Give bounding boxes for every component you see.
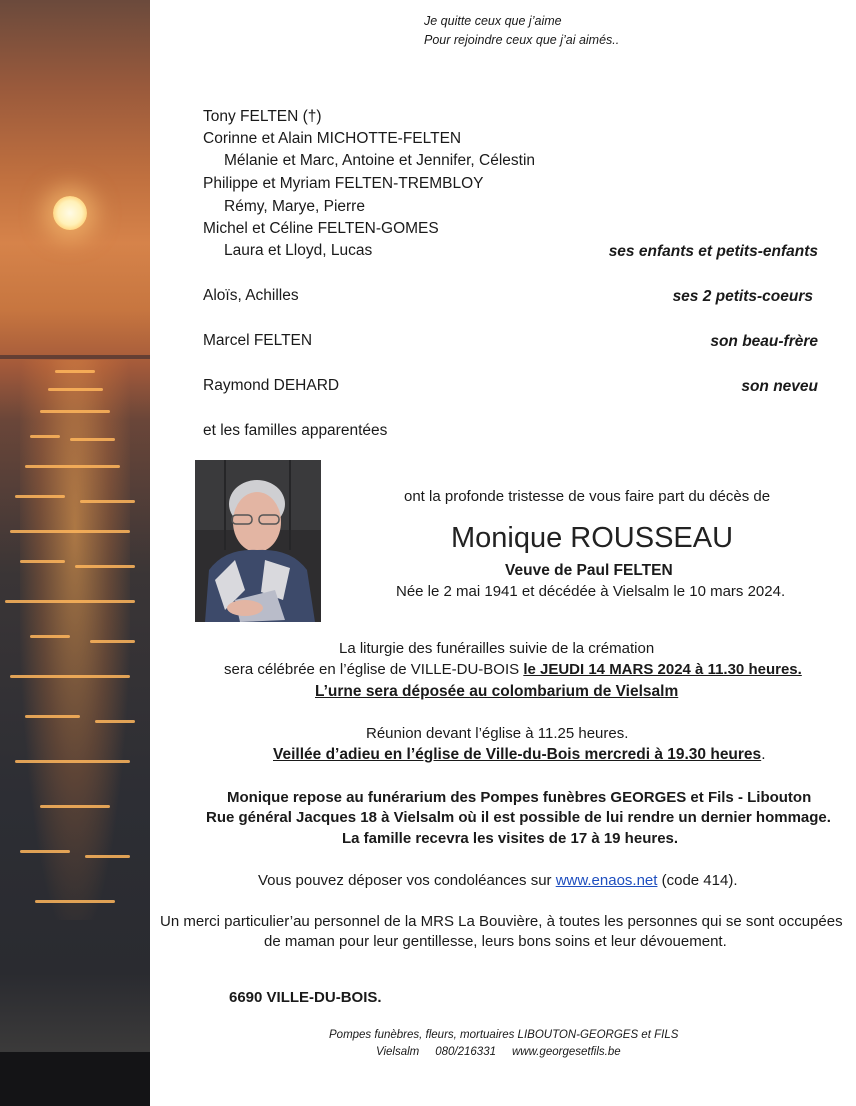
ceremony-date: le JEUDI 14 MARS 2024 à 11.30 heures. <box>523 661 802 678</box>
water-glints <box>0 360 150 1060</box>
birth-death-dates: Née le 2 mai 1941 et décédée à Vielsalm le 10 mars 2024. <box>396 583 786 600</box>
family-line: Raymond DEHARD <box>203 377 340 394</box>
family-line: et les familles apparentées <box>203 422 388 439</box>
condolences-line <box>258 871 737 891</box>
vigil-period: . <box>761 746 766 763</box>
address-line: 6690 VILLE-DU-BOIS. <box>229 989 382 1006</box>
thanks-line: Un merci particulier’au personnel de la MRS La Bouvière, à toutes les personnes qui se sont occupées <box>160 913 843 930</box>
visitation-line: La famille recevra les visites de 17 à 19 heures. <box>342 830 679 847</box>
condolences-suffix: (code 414). <box>657 872 738 889</box>
family-line: Laura et Lloyd, Lucas <box>224 242 373 259</box>
condolences-prefix: Vous pouvez déposer vos condoléances sur <box>258 872 556 889</box>
shoreline <box>0 1052 150 1106</box>
church-line <box>224 660 802 680</box>
thanks-line: de maman pour leur gentillesse, leurs bons soins et leur dévouement. <box>264 933 727 950</box>
deceased-name: Monique ROUSSEAU <box>451 522 734 554</box>
family-line: Marcel FELTEN <box>203 332 313 349</box>
poem-line-2: Pour rejoindre ceux que j’ai aimés.. <box>424 33 620 47</box>
liturgy-line: La liturgie des funérailles suivie de la crémation <box>339 640 655 657</box>
family-line: Tony FELTEN (†) <box>203 108 322 125</box>
relation-label: ses 2 petits-coeurs <box>672 288 813 305</box>
sun-icon <box>53 196 87 230</box>
church-text: sera célébrée en l’église de VILLE-DU-BOIS <box>224 661 524 678</box>
meeting-line: Réunion devant l’église à 11.25 heures. <box>366 725 629 742</box>
relation-label: ses enfants et petits-enfants <box>608 243 818 260</box>
portrait-photo <box>195 460 321 622</box>
announcement-text: ont la profonde tristesse de vous faire part du décès de <box>404 488 771 505</box>
poem-line-1: Je quitte ceux que j’aime <box>424 14 562 28</box>
footer-line: Pompes funèbres, fleurs, mortuaires LIBOUTON-GEORGES et FILS <box>329 1029 679 1041</box>
relation-label: son beau-frère <box>710 333 818 350</box>
visitation-line: Monique repose au funérarium des Pompes funèbres GEORGES et Fils - Libouton <box>227 789 812 806</box>
footer-line: Vielsalm 080/216331 www.georgesetfils.be <box>376 1046 621 1058</box>
vigil-text: Veillée d’adieu en l’église de Ville-du-Bois mercredi à 19.30 heures <box>273 746 762 763</box>
family-line: Philippe et Myriam FELTEN-TREMBLOY <box>203 175 484 192</box>
urn-line: L’urne sera déposée au colombarium de Vielsalm <box>315 683 679 700</box>
vigil-line <box>273 745 766 765</box>
family-line: Corinne et Alain MICHOTTE-FELTEN <box>203 130 462 147</box>
family-line: Michel et Céline FELTEN-GOMES <box>203 220 439 237</box>
family-line: Mélanie et Marc, Antoine et Jennifer, Célestin <box>224 152 536 169</box>
widow-line: Veuve de Paul FELTEN <box>505 562 673 579</box>
condolences-link[interactable]: www.enaos.net <box>555 872 658 889</box>
family-line: Rémy, Marye, Pierre <box>224 198 365 215</box>
horizon-line <box>0 355 150 359</box>
family-line: Aloïs, Achilles <box>203 287 299 304</box>
visitation-line: Rue général Jacques 18 à Vielsalm où il est possible de lui rendre un dernier hommage. <box>206 809 831 826</box>
relation-label: son neveu <box>741 378 818 395</box>
sunset-sea-image <box>0 0 150 1106</box>
